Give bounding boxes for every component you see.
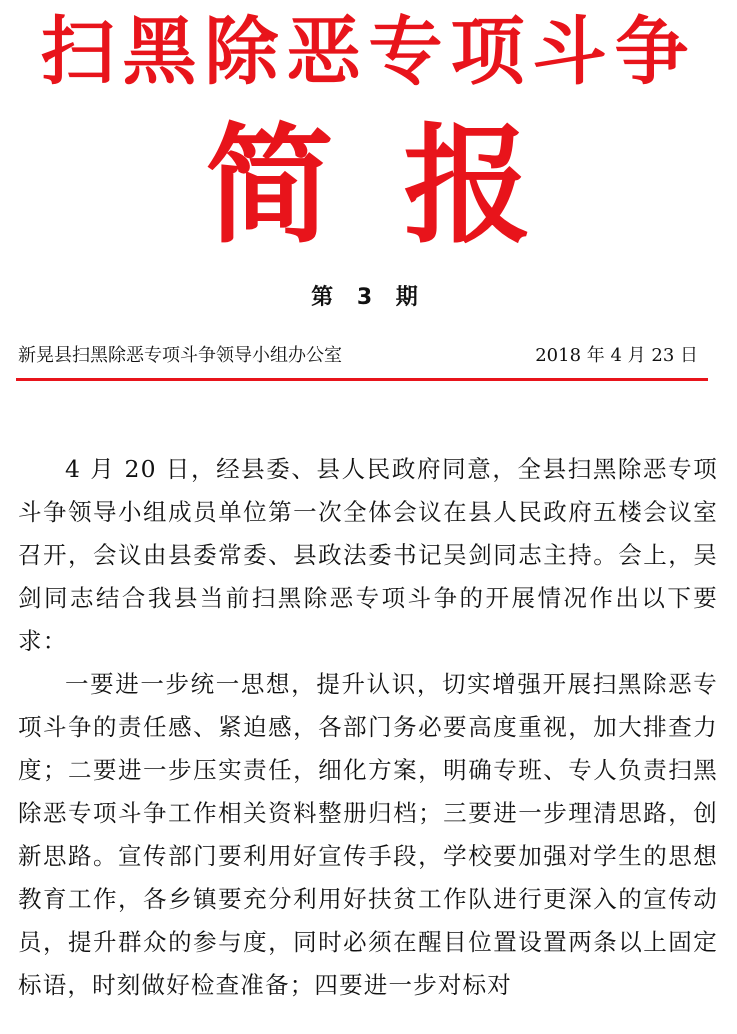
issue-number: 第 3 期 bbox=[311, 285, 426, 310]
issuing-organization: 新晃县扫黑除恶专项斗争领导小组办公室 bbox=[18, 345, 342, 366]
bulletin-subtitle: 简报 bbox=[205, 112, 602, 261]
meta-row bbox=[18, 340, 698, 372]
red-divider bbox=[16, 378, 708, 381]
article-body bbox=[18, 448, 718, 1007]
issue-date: 2018 年 4 月 23 日 bbox=[535, 345, 698, 366]
bulletin-title: 扫黑除恶专项斗争 bbox=[40, 9, 697, 95]
paragraph: 一要进一步统一思想，提升认识，切实增强开展扫黑除恶专项斗争的责任感、紧迫感，各部门务必要高度重视，加大排查力度；二要进一步压实责任，细化方案，明确专班、专人负责扫黑除恶专项斗争工作相关资料整册归档；三要进一步理清思路，创新思路。宣传部门要利用好宣传手段，学校要加强对学生的思想教育工作，各乡镇要充分利用好扶贫工作队进行更深入的宣传动员，提升群众的参与度，同时必须在醒目位置设置两条以上固定标语，时刻做好检查准备；四要进一步对标对 bbox=[18, 670, 718, 999]
paragraph: 4 月 20 日，经县委、县人民政府同意，全县扫黑除恶专项斗争领导小组成员单位第一次全体会议在县人民政府五楼会议室召开，会议由县委常委、县政法委书记吴剑同志主持。会上，吴剑同志结合我县当前扫黑除恶专项斗争的开展情况作出以下要求： bbox=[18, 455, 718, 655]
